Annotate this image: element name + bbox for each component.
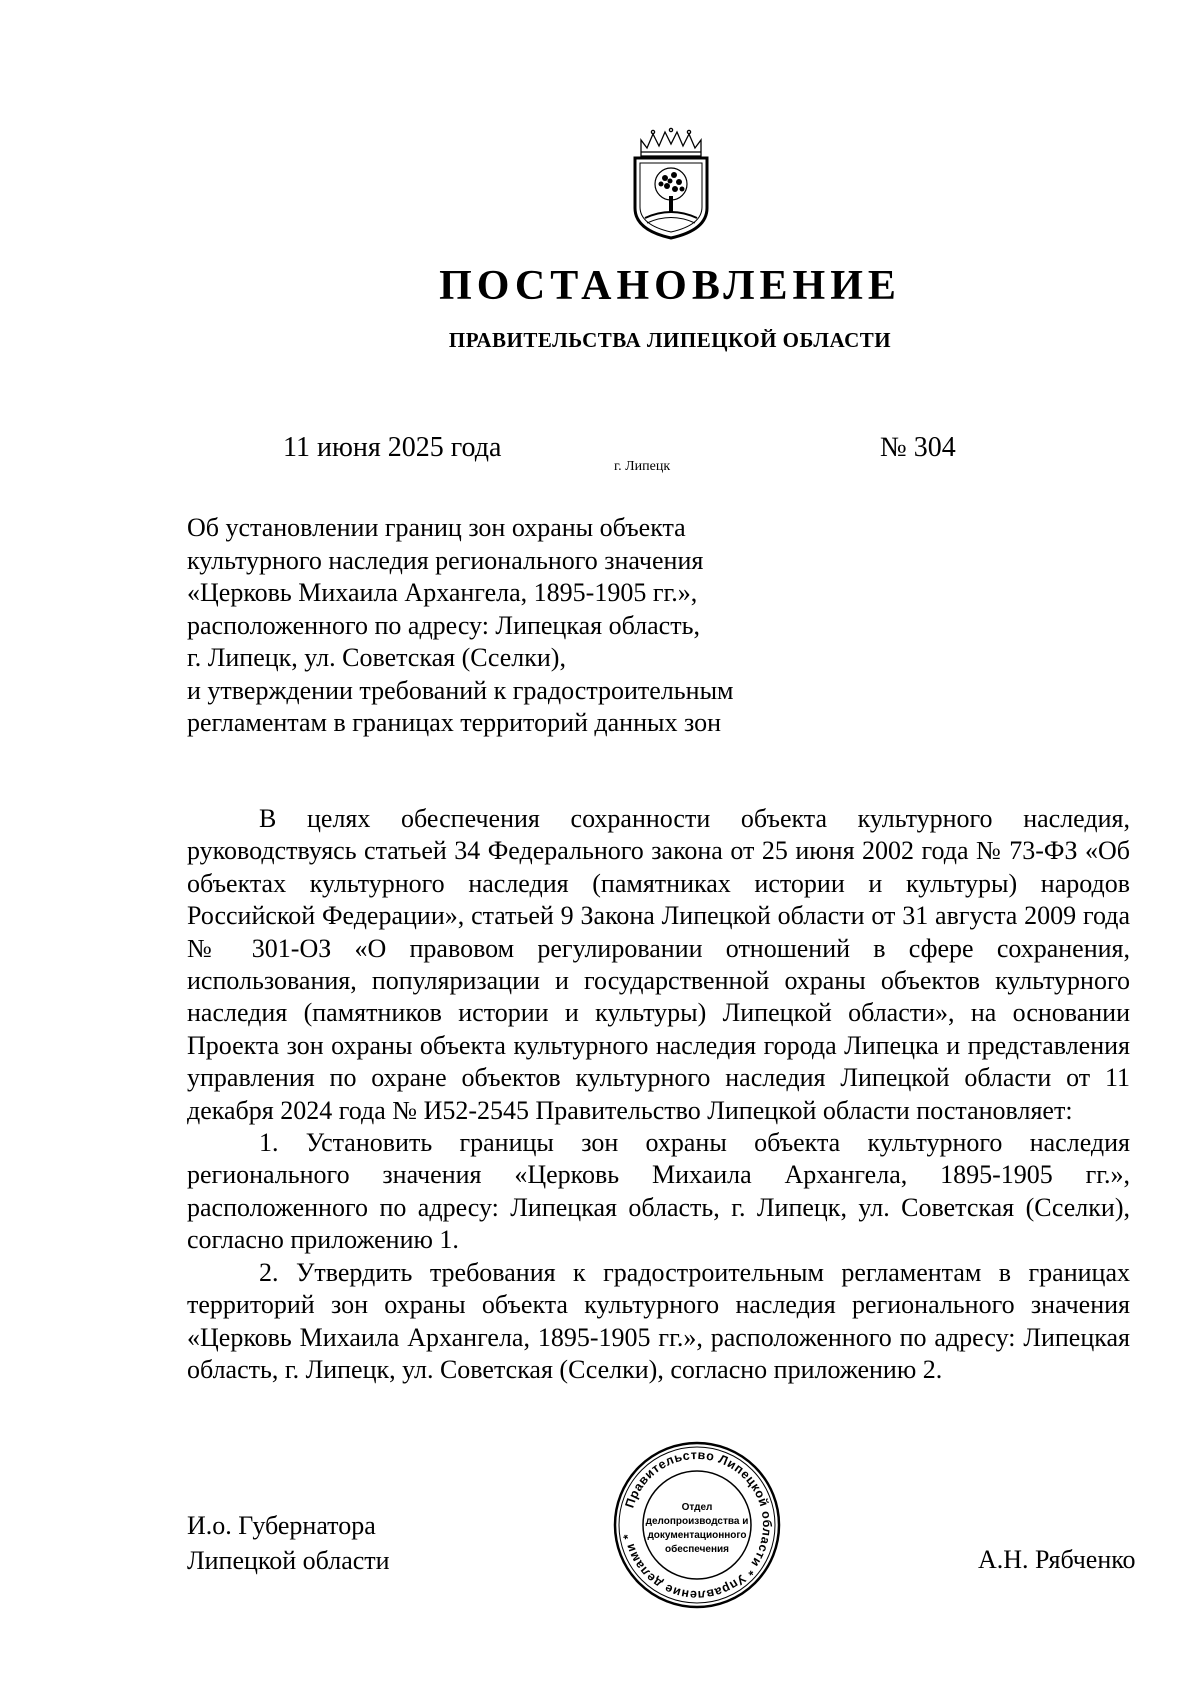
document-city: г. Липецк — [614, 459, 671, 474]
subject-line: и утверждении требований к градостроительным — [187, 675, 734, 705]
signatory-position-line: Липецкой области — [187, 1546, 390, 1575]
document-subtitle: ПРАВИТЕЛЬСТВА ЛИПЕЦКОЙ ОБЛАСТИ — [448, 328, 892, 352]
svg-text:Отдел: Отдел — [681, 1502, 713, 1513]
preamble-paragraph: В целях обеспечения сохранности объекта культурного наследия, руководствуясь статьей 34 Федерального закона от 25 июня 2002 года № 73-ФЗ «Об объектах культурного наследия (памятниках истории и культуры) народов Российской Федерации», статьей 9 Закона Липецкой области от 31 августа 2009 года № 301-ОЗ «О правовом регулировании отношений в сфере сохранения, использования, популяризации и государственной охраны объектов культурного наследия (памятников истории и культуры) Липецкой области», на основании Проекта зон охраны объекта культурного наследия города Липецка и представления управления по охране объектов культурного наследия Липецкой области от 11 декабря 2024 года № И52-2545 Правительство Липецкой области постановляет: — [187, 804, 1130, 1125]
subject-line: расположенного по адресу: Липецкая область, — [187, 610, 700, 640]
lipetsk-coat-of-arms-icon — [627, 126, 715, 242]
subject-line: г. Липецк, ул. Советская (Сселки), — [187, 643, 566, 672]
official-stamp-icon — [612, 1440, 782, 1610]
resolution-item-1: 1. Установить границы зон охраны объекта культурного наследия регионального значения «Церковь Михаила Архангела, 1895-1905 гг.», расположенного по адресу: Липецкая область, г. Липецк, ул. Советская (Сселки), согласно приложению 1. — [187, 1128, 1130, 1255]
svg-text:Правительство Липецкой области: Правительство Липецкой области * Управление делами * — [620, 1447, 775, 1603]
document-subject — [187, 512, 907, 740]
subject-line: культурного наследия регионального значения — [187, 545, 704, 575]
signatory-position — [187, 1508, 390, 1578]
signatory-position-line: И.о. Губернатора — [187, 1511, 376, 1540]
resolution-item-2: 2. Утвердить требования к градостроительным регламентам в границах территорий зон охраны объекта культурного наследия регионального значения «Церковь Михаила Архангела, 1895-1905 гг.», расположенного по адресу: Липецкая область, г. Липецк, ул. Советская (Сселки), согласно приложению 2. — [187, 1257, 1130, 1384]
document-date: 11 июня 2025 года — [283, 432, 502, 463]
document-body — [187, 803, 1130, 1386]
subject-line: «Церковь Михаила Архангела, 1895-1905 гг.», — [187, 578, 698, 607]
subject-line: Об установлении границ зон охраны объекта — [187, 513, 686, 542]
signatory-name: А.Н. Рябченко — [978, 1545, 1136, 1574]
subject-line: регламентам в границах территорий данных зон — [187, 708, 722, 737]
document-title: ПОСТАНОВЛЕНИЕ — [439, 263, 901, 309]
svg-text:документационного: документационного — [647, 1530, 747, 1541]
svg-text:обеспечения: обеспечения — [664, 1544, 730, 1555]
document-number: № 304 — [880, 432, 956, 463]
svg-text:делопроизводства и: делопроизводства и — [645, 1516, 749, 1527]
